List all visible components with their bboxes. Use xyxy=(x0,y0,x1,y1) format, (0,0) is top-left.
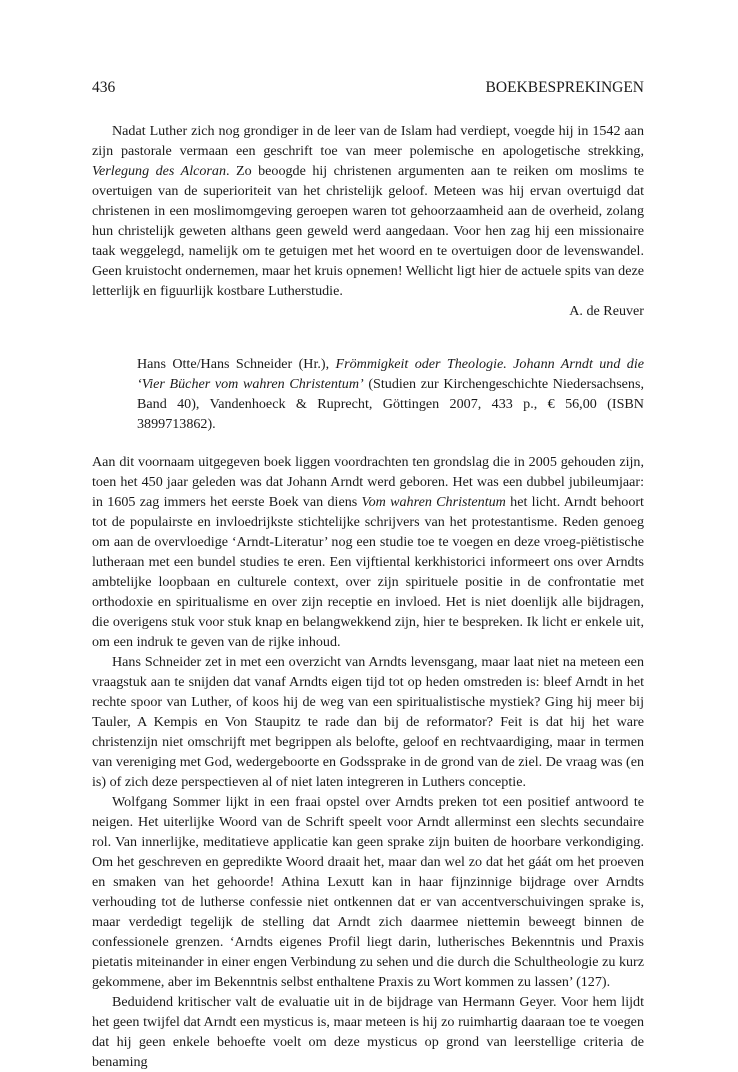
review-1-signature: A. de Reuver xyxy=(569,303,644,319)
review-1-book-title: Verlegung des Alcoran xyxy=(92,163,227,179)
review-2-paragraph-3: Wolfgang Sommer lijkt in een fraai opstel over Arndts preken tot een positief antwoord te neigen. Het uiterlijke Woord van de Schrift speelt voor Arndt allerminst een slechts secundaire rol. Van innerlijke, meditatieve applicatie kan geen sprake zijn buiten de hoorbare verkondiging. Om het geschreven en gepredikte Woord draait het, maar dan wel zo dat het gáát om het proeven en smaken van het gehoorde! Athina Lexutt kan in haar fijnzinnige bijdrage over Arndts verhouding tot de lutherse confessie niet ontkennen dat er van accentverschuivingen sprake is, maar verdedigt tegelijk de stelling dat Arndt zich daarmee niettemin beweegt binnen de confessionele grenzen. ‘Arndts eigenes Profil liegt darin, lutherisches Bekenntnis und Praxis pietatis miteinander in einer engen Verbindung zu sehen und die durch die Schultheologie zu kurz gekommene, aber im Bekenntnis selbst enthaltene Praxis zu Wort kommen zu lassen’ (127). xyxy=(92,794,644,990)
citation-authors: Hans Otte/Hans Schneider (Hr.), xyxy=(137,356,330,372)
review-2-paragraph-1 xyxy=(92,452,644,652)
running-title: BOEKBESPREKINGEN xyxy=(485,79,644,96)
book-citation xyxy=(137,354,644,434)
review-1-paragraph xyxy=(92,121,644,301)
review-2 xyxy=(92,452,644,1072)
review-2-paragraph-2: Hans Schneider zet in met een overzicht van Arndts levensgang, maar laat niet na meteen een vraagstuk aan te snijden dat vanaf Arndts eigen tijd tot op heden omstreden is: bleef Arndt in het rechte spoor van Luther, of koos hij de weg van een spiritualistische mystiek? Ging hij meer bij Tauler, A Kempis en Von Staupitz te rade dan bij de reformator? Feit is dat hij het ware christenzijn niet omschrijft met begrippen als belofte, geloof en rechtvaardiging, maar in termen van vereniging met God, wedergeboorte en Godssprake in de grond van de ziel. De vraag was (en is) of zich deze perspectieven al of niet laten integreren in Luthers conceptie. xyxy=(92,654,644,790)
citation-title: Frömmigkeit oder Theologie. Johann Arndt und die ‘Vier Bücher vom wahren Christentum’ xyxy=(137,356,644,392)
review-2-text-b: het licht. Arndt behoort tot de populairste en invloedrijkste stichtelijke schrijvers van het protestantisme. Reden genoeg om aan de overvloedige ‘Arndt-Literatur’ nog een studie toe te voegen en deze vroeg-piëtistische lutheraan met een bundel studies te eren. Een vijftiental kerkhistorici informeert ons over Arndts ambtelijke loopbaan en culturele context, over zijn spirituele positie in de confrontatie met orthodoxie en spiritualisme en over zijn receptie en invloed. Het is niet doenlijk alle bijdragen, die overigens stuk voor stuk knap en belangwekkend zijn, hier te bespreken. Ik licht er enkele uit, om een indruk te geven van de rijke inhoud. xyxy=(92,494,644,650)
review-2-book-title: Vom wahren Christentum xyxy=(361,494,506,510)
page-number: 436 xyxy=(92,79,116,96)
review-2-paragraph-4: Beduidend kritischer valt de evaluatie uit in de bijdrage van Hermann Geyer. Voor hem lijdt het geen twijfel dat Arndt een mysticus is, maar meteen is hij zo ruimhartig daaraan toe te voegen dat hij geen enkele behoefte voelt om deze mysticus op grond van leerstellige criteria de benaming xyxy=(92,994,644,1070)
page-header xyxy=(92,78,644,98)
review-1-text-a: Nadat Luther zich nog grondiger in de leer van de Islam had verdiept, voegde hij in 1542 aan zijn pastorale vermaan een geschrift toe van meer polemische en apologetische strekking, xyxy=(92,123,644,159)
citation-details: (Studien zur Kirchengeschichte Niedersachsens, Band 40), Vandenhoeck & Ruprecht, Göttingen 2007, 433 p., € 56,00 (ISBN 3899713862). xyxy=(137,376,644,432)
review-1-text-b: . Zo beoogde hij christenen argumenten aan te reiken om moslims te overtuigen van de superioriteit van het christelijk geloof. Meteen was hij ervan overtuigd dat christenen in een moslimomgeving geroepen waren tot gehoorzaamheid aan de overheid, zolang hun christelijk geweten althans geen geweld werd aangedaan. Voor hen zag hij een missionaire taak weggelegd, namelijk om te getuigen met het woord en te overtuigen door de levenswandel. Geen kruistocht ondernemen, maar het kruis opnemen! Wellicht ligt hier de actuele spits van deze letterlijk en figuurlijk kostbare Lutherstudie. xyxy=(92,163,644,299)
review-1 xyxy=(92,121,644,321)
review-2-text-a: Aan dit voornaam uitgegeven boek liggen voordrachten ten grondslag die in 2005 gehouden zijn, toen het 450 jaar geleden was dat Johann Arndt werd geboren. Het was een dubbel jubileumjaar: in 1605 zag immers het eerste Boek van diens xyxy=(92,454,644,510)
